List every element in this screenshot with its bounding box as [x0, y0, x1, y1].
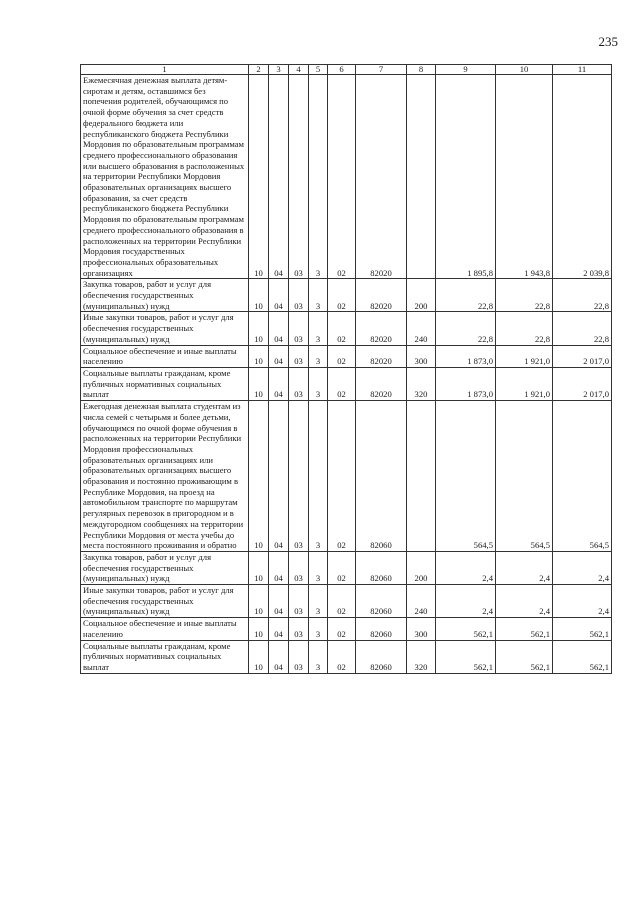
cell-c2: 10: [249, 640, 269, 673]
row-name: Закупка товаров, работ и услуг для обеспечения государственных (муниципальных) нужд: [81, 551, 249, 584]
row-name: Ежегодная денежная выплата студентам из числа семей с четырьмя и более детьми, обучающимся по очной форме обучения в расположенных на территории Республики Мордовия профессиональных образовательных организациях или образовательных организациях высшего образования и постоянно проживающим в Республике Мордовия, на проезд на автомобильном транспорте по маршрутам регулярных перевозок в пригородном и в междугородном сообщениях на территории Республики Мордовия от места учебы до места постоянного проживания и обратно: [81, 401, 249, 552]
cell-c5: 3: [309, 367, 328, 400]
table-row: [81, 75, 612, 279]
cell-c8: 240: [407, 585, 436, 618]
cell-c2: 10: [249, 367, 269, 400]
cell-c7: 82020: [356, 75, 407, 279]
cell-c7: 82020: [356, 279, 407, 312]
cell-c6: 02: [328, 75, 356, 279]
cell-c3: 04: [269, 585, 289, 618]
header-cell: 5: [309, 65, 328, 75]
cell-c3: 04: [269, 401, 289, 552]
cell-c6: 02: [328, 618, 356, 640]
cell-c9: 1 873,0: [436, 345, 496, 367]
row-name: Социальные выплаты гражданам, кроме публичных нормативных социальных выплат: [81, 367, 249, 400]
table-row: [81, 367, 612, 400]
row-name: Социальное обеспечение и иные выплаты населению: [81, 345, 249, 367]
cell-c7: 82060: [356, 401, 407, 552]
cell-c3: 04: [269, 640, 289, 673]
cell-c4: 03: [289, 279, 309, 312]
table-header: [81, 65, 612, 75]
budget-table: [80, 64, 612, 674]
cell-c11: 562,1: [553, 618, 612, 640]
cell-c9: 562,1: [436, 618, 496, 640]
cell-c8: 300: [407, 618, 436, 640]
cell-c7: 82060: [356, 585, 407, 618]
header-cell: 6: [328, 65, 356, 75]
table-row: [81, 585, 612, 618]
row-name: Закупка товаров, работ и услуг для обеспечения государственных (муниципальных) нужд: [81, 279, 249, 312]
cell-c3: 04: [269, 312, 289, 345]
cell-c6: 02: [328, 401, 356, 552]
cell-c11: 2,4: [553, 551, 612, 584]
cell-c10: 1 943,8: [496, 75, 553, 279]
cell-c9: 1 895,8: [436, 75, 496, 279]
page-number: 235: [598, 34, 618, 49]
cell-c3: 04: [269, 279, 289, 312]
cell-c6: 02: [328, 640, 356, 673]
cell-c3: 04: [269, 367, 289, 400]
header-cell: 11: [553, 65, 612, 75]
cell-c10: 562,1: [496, 618, 553, 640]
cell-c5: 3: [309, 551, 328, 584]
cell-c3: 04: [269, 345, 289, 367]
cell-c8: 240: [407, 312, 436, 345]
cell-c8: 200: [407, 551, 436, 584]
cell-c2: 10: [249, 75, 269, 279]
cell-c7: 82020: [356, 345, 407, 367]
cell-c10: 2,4: [496, 551, 553, 584]
cell-c2: 10: [249, 279, 269, 312]
cell-c4: 03: [289, 401, 309, 552]
row-name: Социальные выплаты гражданам, кроме публичных нормативных социальных выплат: [81, 640, 249, 673]
cell-c9: 22,8: [436, 312, 496, 345]
header-cell: 2: [249, 65, 269, 75]
cell-c5: 3: [309, 75, 328, 279]
header-cell: 4: [289, 65, 309, 75]
table-row: [81, 640, 612, 673]
cell-c10: 22,8: [496, 312, 553, 345]
cell-c11: 2 039,8: [553, 75, 612, 279]
cell-c9: 2,4: [436, 551, 496, 584]
cell-c7: 82060: [356, 618, 407, 640]
cell-c6: 02: [328, 551, 356, 584]
header-row: [81, 65, 612, 75]
cell-c2: 10: [249, 618, 269, 640]
cell-c3: 04: [269, 551, 289, 584]
cell-c7: 82020: [356, 312, 407, 345]
cell-c10: 22,8: [496, 279, 553, 312]
cell-c5: 3: [309, 279, 328, 312]
cell-c10: 2,4: [496, 585, 553, 618]
cell-c5: 3: [309, 312, 328, 345]
cell-c3: 04: [269, 75, 289, 279]
cell-c6: 02: [328, 279, 356, 312]
cell-c4: 03: [289, 312, 309, 345]
cell-c5: 3: [309, 618, 328, 640]
cell-c2: 10: [249, 401, 269, 552]
cell-c11: 22,8: [553, 312, 612, 345]
cell-c4: 03: [289, 345, 309, 367]
header-cell: 10: [496, 65, 553, 75]
table-row: [81, 401, 612, 552]
row-name: Социальное обеспечение и иные выплаты населению: [81, 618, 249, 640]
table-row: [81, 279, 612, 312]
cell-c4: 03: [289, 618, 309, 640]
cell-c3: 04: [269, 618, 289, 640]
row-name: Иные закупки товаров, работ и услуг для обеспечения государственных (муниципальных) нужд: [81, 312, 249, 345]
cell-c2: 10: [249, 345, 269, 367]
cell-c2: 10: [249, 585, 269, 618]
cell-c8: 200: [407, 279, 436, 312]
cell-c2: 10: [249, 312, 269, 345]
header-cell: 3: [269, 65, 289, 75]
cell-c10: 564,5: [496, 401, 553, 552]
cell-c8: 300: [407, 345, 436, 367]
cell-c9: 564,5: [436, 401, 496, 552]
cell-c8: 320: [407, 640, 436, 673]
row-name: Ежемесячная денежная выплата детям-сиротам и детям, оставшимся без попечения родителей, обучающимся по очной форме обучения за счет средств федерального бюджета или республиканского бюджета Республики Мордовия по образовательным программам среднего профессионального образования или высшего образования в расположенных на территории Республики Мордовия образовательных организациях высшего образования, за счет средств республиканского бюджета Республики Мордовия по образовательным программам среднего профессионального образования в расположенных на территории Республики Мордовия государственных профессиональных образовательных организациях: [81, 75, 249, 279]
cell-c6: 02: [328, 367, 356, 400]
cell-c2: 10: [249, 551, 269, 584]
cell-c8: [407, 401, 436, 552]
cell-c4: 03: [289, 585, 309, 618]
cell-c9: 562,1: [436, 640, 496, 673]
cell-c9: 2,4: [436, 585, 496, 618]
cell-c4: 03: [289, 551, 309, 584]
cell-c5: 3: [309, 345, 328, 367]
cell-c7: 82060: [356, 640, 407, 673]
table-row: [81, 551, 612, 584]
header-cell: 9: [436, 65, 496, 75]
cell-c4: 03: [289, 75, 309, 279]
cell-c7: 82020: [356, 367, 407, 400]
cell-c6: 02: [328, 345, 356, 367]
cell-c10: 1 921,0: [496, 345, 553, 367]
cell-c11: 2 017,0: [553, 367, 612, 400]
cell-c4: 03: [289, 640, 309, 673]
cell-c8: 320: [407, 367, 436, 400]
header-cell: 7: [356, 65, 407, 75]
cell-c10: 562,1: [496, 640, 553, 673]
cell-c9: 22,8: [436, 279, 496, 312]
cell-c5: 3: [309, 585, 328, 618]
cell-c5: 3: [309, 640, 328, 673]
table-row: [81, 618, 612, 640]
cell-c11: 2,4: [553, 585, 612, 618]
cell-c11: 562,1: [553, 640, 612, 673]
table-row: [81, 345, 612, 367]
cell-c8: [407, 75, 436, 279]
header-cell: 1: [81, 65, 249, 75]
cell-c10: 1 921,0: [496, 367, 553, 400]
cell-c5: 3: [309, 401, 328, 552]
cell-c11: 22,8: [553, 279, 612, 312]
cell-c11: 2 017,0: [553, 345, 612, 367]
cell-c11: 564,5: [553, 401, 612, 552]
header-cell: 8: [407, 65, 436, 75]
cell-c6: 02: [328, 585, 356, 618]
cell-c9: 1 873,0: [436, 367, 496, 400]
table-row: [81, 312, 612, 345]
cell-c6: 02: [328, 312, 356, 345]
row-name: Иные закупки товаров, работ и услуг для обеспечения государственных (муниципальных) нужд: [81, 585, 249, 618]
cell-c7: 82060: [356, 551, 407, 584]
cell-c4: 03: [289, 367, 309, 400]
